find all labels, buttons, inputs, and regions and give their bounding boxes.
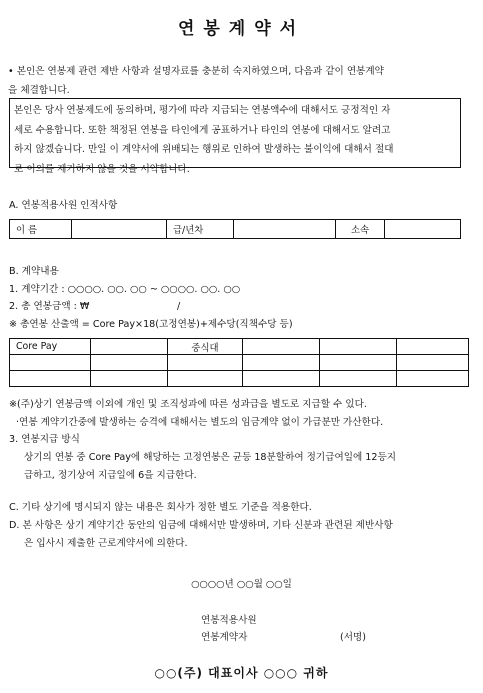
contract-period: 1. 계약기간 : ○○○○. ○○. ○○ ~ ○○○○. ○○. ○○ bbox=[9, 284, 241, 295]
salary-formula: ※ 총연봉 산출액 = Core Pay×18(고정연봉)+제수당(직책수당 등) bbox=[9, 319, 293, 330]
payment-method-line: 급하고, 정기상여 지급일에 6을 지급한다. bbox=[24, 470, 197, 481]
document-title: 연봉계약서 bbox=[177, 19, 306, 39]
name-field[interactable] bbox=[72, 220, 167, 239]
grade-field[interactable] bbox=[234, 220, 336, 239]
total-salary-slash: / bbox=[177, 301, 181, 312]
section-d-line: D. 본 사항은 상기 계약기간 동안의 임금에 대해서만 발생하며, 기타 신분과 관련된 제반사항 bbox=[9, 520, 393, 531]
section-a-heading: A. 연봉적용사원 인적사항 bbox=[9, 200, 118, 211]
table-row bbox=[10, 355, 469, 371]
corepay-header: Core Pay bbox=[10, 339, 91, 355]
total-salary: 2. 총 연봉금액 : ₩ bbox=[9, 301, 90, 312]
promotion-note: ·연봉 계약기간중에 발생하는 승격에 대해서는 별도의 임금계약 없이 가급분만 가산한다. bbox=[16, 417, 384, 428]
pledge-box bbox=[9, 98, 461, 175]
section-d-line: 은 입사시 제출한 근로계약서에 의한다. bbox=[24, 538, 188, 549]
addressee: ○○(주) 대표이사 ○○○ 귀하 bbox=[154, 666, 329, 680]
grade-label: 급/년차 bbox=[167, 220, 234, 239]
signature-mark: (서명) bbox=[340, 632, 367, 643]
intro-paragraph bbox=[8, 62, 470, 100]
pledge-line: 하지 않겠습니다. 만일 이 계약서에 위배되는 행위로 인하여 발생하는 불이익에 대해서 절대 bbox=[14, 144, 394, 155]
name-label: 이 름 bbox=[10, 220, 72, 239]
table-row bbox=[10, 371, 469, 387]
section-b-heading: B. 계약내용 bbox=[9, 266, 59, 277]
employee-label: 연봉적용사원 bbox=[201, 615, 257, 626]
payment-method-heading: 3. 연봉지급 방식 bbox=[9, 434, 80, 445]
pay-breakdown-table bbox=[9, 338, 469, 387]
employee-info-table bbox=[9, 219, 461, 239]
payment-method-line: 상기의 연봉 중 Core Pay에 해당하는 고정연봉은 균등 18분할하여 정기급여일에 12등지 bbox=[24, 452, 397, 463]
contract-date: ○○○○년 ○○월 ○○일 bbox=[191, 579, 292, 590]
pledge-line: 본인은 당사 연봉제도에 동의하며, 평가에 따라 지급되는 연봉액수에 대해서도 긍정적인 자 bbox=[14, 105, 391, 116]
bonus-note: ※(주)상기 연봉금액 이외에 개인 및 조직성과에 따른 성과급을 별도로 지급할 수 있다. bbox=[9, 399, 367, 410]
dept-label: 소속 bbox=[336, 220, 385, 239]
pledge-line: 로 이의를 제기하지 않을 것을 서약합니다. bbox=[14, 163, 190, 175]
pledge-line: 세로 수용합니다. 또한 책정된 연봉을 타인에게 공표하거나 타인의 연봉에 대해서도 알려고 bbox=[14, 124, 391, 136]
dept-field[interactable] bbox=[385, 220, 461, 239]
table-row bbox=[10, 339, 469, 355]
contractor-label: 연봉계약자 bbox=[201, 632, 248, 643]
intro-line: • 본인은 연봉제 관련 제반 사항과 설명자료를 충분히 숙지하였으며, 다음과 같이 연봉계약 bbox=[8, 66, 384, 77]
section-c: C. 기타 상기에 명시되지 않는 내용은 회사가 정한 별도 기준을 적용한다. bbox=[9, 502, 312, 513]
meal-header: 중식대 bbox=[168, 339, 243, 355]
intro-line: 을 체결합니다. bbox=[8, 85, 70, 96]
